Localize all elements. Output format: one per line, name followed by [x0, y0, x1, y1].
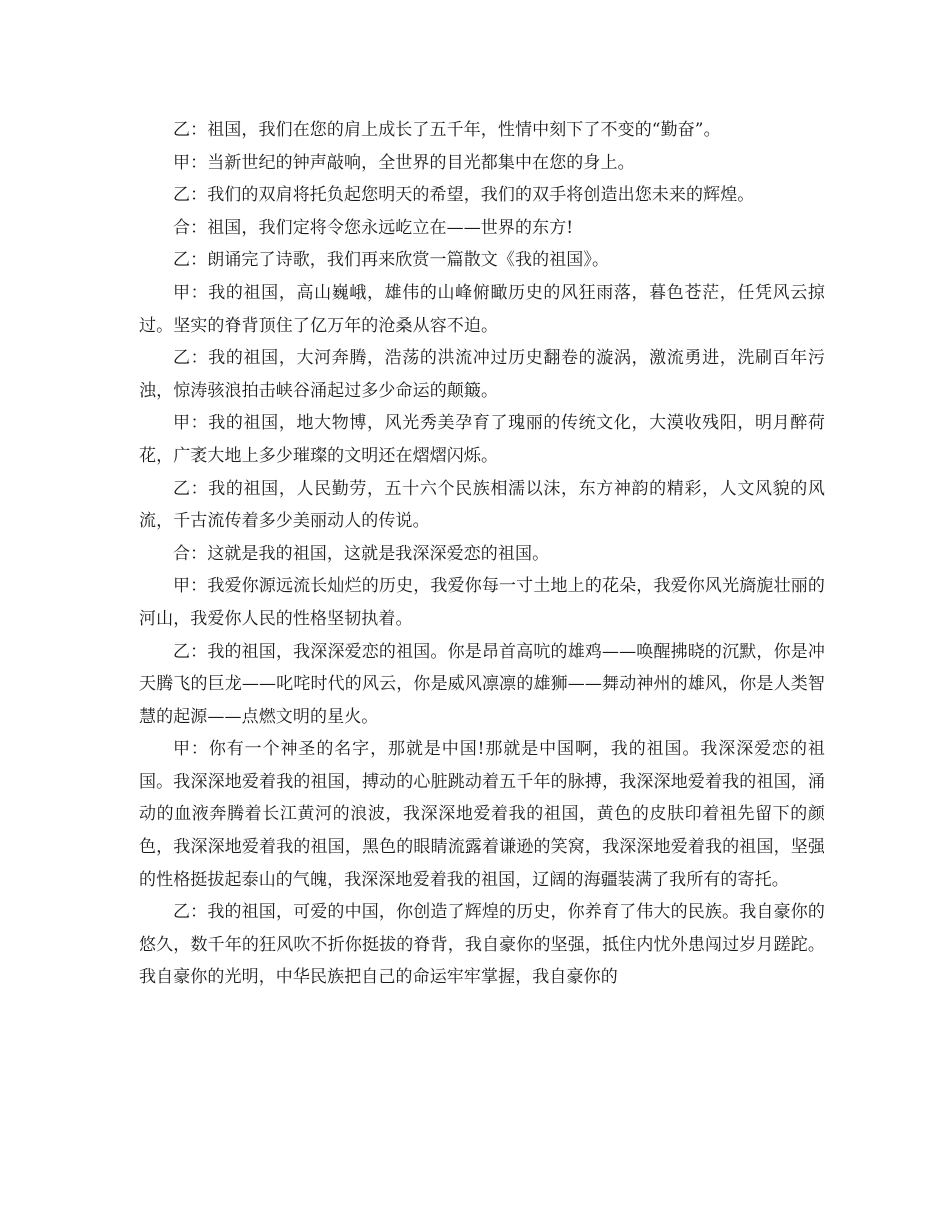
dialogue-paragraph: 合：这就是我的祖国，这就是我深深爱恋的祖国。 — [173, 543, 550, 564]
dialogue-paragraph: 乙：我的祖国，大河奔腾，浩荡的洪流冲过历史翻卷的漩涡，激流勇进，洗刷百年污浊，惊涛骇浪拍击峡谷涌起过多少命运的颠簸。 — [139, 348, 825, 401]
dialogue-paragraph: 甲：我的祖国，地大物博，风光秀美孕育了瑰丽的传统文化，大漠收残阳，明月醉荷花，广袤大地上多少璀璨的文明还在熠熠闪烁。 — [139, 413, 825, 466]
dialogue-paragraph: 甲：我的祖国，高山巍峨，雄伟的山峰俯瞰历史的风狂雨落，暮色苍茫，任凭风云掠过。坚实的脊背顶住了亿万年的沧桑从容不迫。 — [139, 282, 825, 336]
dialogue-paragraph: 乙：我的祖国，我深深爱恋的祖国。你是昂首高吭的雄鸡——唤醒拂晓的沉默，你是冲天腾飞的巨龙——叱咤时代的风云，你是威风凛凛的雄狮——舞动神州的雄风，你是人类智慧的起源——点燃文明的星火。 — [139, 641, 825, 727]
document-body — [139, 114, 825, 994]
dialogue-paragraph: 甲：当新世纪的钟声敲响，全世界的目光都集中在您的身上。 — [173, 152, 635, 173]
dialogue-paragraph: 甲：你有一个神圣的名字，那就是中国!那就是中国啊，我的祖国。我深深爱恋的祖国。我深深地爱着我的祖国，搏动的心脏跳动着五千年的脉搏，我深深地爱着我的祖国，涌动的血液奔腾着长江黄河的浪波，我深深地爱着我的祖国，黄色的皮肤印着祖先留下的颜色，我深深地爱着我的祖国，黑色的眼睛流露着谦逊的笑窝，我深深地爱着我的祖国，坚强的性格挺拔起泰山的气魄，我深深地爱着我的祖国，辽阔的海疆装满了我所有的寄托。 — [139, 739, 825, 890]
dialogue-paragraph: 乙：祖国，我们在您的肩上成长了五千年，性情中刻下了不变的“勤奋”。 — [173, 120, 721, 140]
dialogue-paragraph: 合：祖国，我们定将令您永远屹立在——世界的东方! — [173, 217, 574, 238]
dialogue-paragraph: 乙：我的祖国，人民勤劳，五十六个民族相濡以沫，东方神韵的精彩，人文风貌的风流，千古流传着多少美丽动人的传说。 — [139, 478, 825, 532]
dialogue-paragraph: 乙：朗诵完了诗歌，我们再来欣赏一篇散文《我的祖国》。 — [173, 250, 610, 271]
dialogue-paragraph: 乙：我的祖国，可爱的中国，你创造了辉煌的历史，你养育了伟大的民族。我自豪你的悠久，数千年的狂风吹不折你挺拔的脊背，我自豪你的坚强，抵住内忧外患闯过岁月蹉跎。我自豪你的光明，中华民族把自己的命运牢牢掌握，我自豪你的 — [139, 902, 825, 988]
dialogue-paragraph: 乙：我们的双肩将托负起您明天的希望，我们的双手将创造出您未来的辉煌。 — [173, 185, 755, 206]
dialogue-paragraph: 甲：我爱你源远流长灿烂的历史，我爱你每一寸土地上的花朵，我爱你风光旖旎壮丽的河山，我爱你人民的性格坚韧执着。 — [139, 576, 825, 629]
